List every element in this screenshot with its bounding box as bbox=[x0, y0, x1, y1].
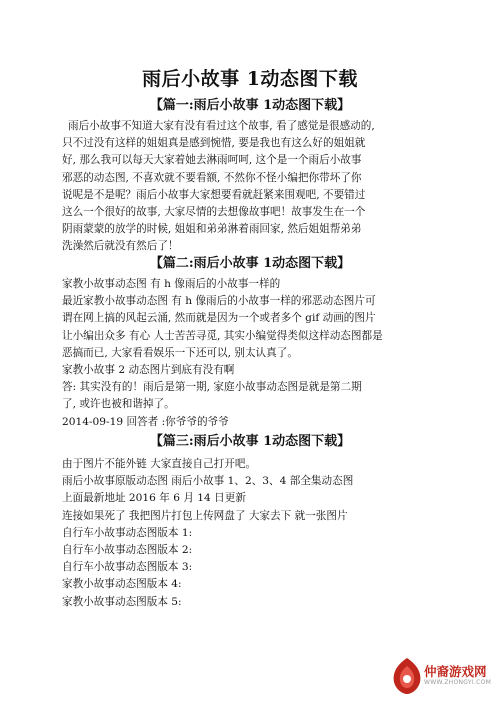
text-line: 邪恶的动态图, 不喜欢就不要看额, 不然你不怪小编把你带坏了你 bbox=[62, 171, 362, 184]
section3-body bbox=[62, 456, 442, 611]
text-line: 只不过没有这样的姐姐真是感到惋惜, 要是我也有这么好的姐姐就 bbox=[62, 137, 366, 150]
text-line: 雨后小故事原版动态图 雨后小故事 1、2、3、4 部全集动态图 bbox=[62, 475, 354, 488]
text-line: 自行车小故事动态图版本 2: bbox=[62, 543, 193, 556]
watermark-url: WWW.ZHONGYI.COM bbox=[424, 679, 492, 686]
text-line: 自行车小故事动态图版本 1: bbox=[62, 526, 193, 539]
section2-heading: 【篇二:雨后小故事 1动态图下载】 bbox=[149, 256, 351, 271]
section1-heading: 【篇一:雨后小故事 1动态图下载】 bbox=[149, 98, 351, 113]
watermark-logo-icon bbox=[390, 656, 424, 696]
text-line: 恶搞而已, 大家看看娱乐一下还可以, 别太认真了。 bbox=[62, 346, 298, 359]
text-line: 好, 那么我可以每天大家着她去淋雨呵呵, 这个是一个雨后小故事 bbox=[62, 154, 362, 167]
text-line: 2014-09-19 回答者 :你爷爷的爷爷 bbox=[62, 415, 229, 428]
watermark-text: 仲裔游戏网 bbox=[424, 664, 487, 679]
text-line: 自行车小故事动态图版本 3: bbox=[62, 561, 193, 574]
text-line: 这么一个很好的故事, 大家尽情的去想像故事吧！故事发生在一个 bbox=[62, 205, 366, 218]
text-line: 谓在网上搞的风起云涌, 然而就是因为一个或者多个 gif 动画的图片 bbox=[62, 312, 376, 325]
text-line: 由于图片不能外链 大家直接自己打开吧。 bbox=[62, 458, 257, 470]
section1-body bbox=[62, 118, 442, 256]
text-line: 了, 或许也被和谐掉了。 bbox=[62, 398, 175, 411]
text-line: 家教小故事动态图版本 5: bbox=[62, 595, 182, 608]
text-line: 最近家教小故事动态图 有 h 像雨后的小故事一样的邪恶动态图片可 bbox=[62, 295, 376, 308]
text-line: 连接如果死了 我把图片打包上传网盘了 大家去下 就一张图片 bbox=[62, 509, 348, 522]
page-title: 雨后小故事 1动态图下载 bbox=[142, 68, 358, 90]
text-line: 说呢是不是呢？雨后小故事大家想要看就赶紧来围观吧, 不要错过 bbox=[62, 188, 366, 201]
section3-heading: 【篇三:雨后小故事 1动态图下载】 bbox=[149, 434, 351, 449]
text-line: 家教小故事动态图版本 4: bbox=[62, 578, 182, 591]
text-line: 家教小故事 2 动态图片到底有没有啊 bbox=[62, 363, 235, 376]
text-line: 洗澡然后就没有然后了！ bbox=[62, 240, 179, 253]
text-line: 家教小故事动态图 有 h 像雨后的小故事一样的 bbox=[62, 278, 281, 290]
section2-body bbox=[62, 276, 442, 431]
text-line: 让小编出众多 有心 人士苦苦寻觅, 其实小编觉得类似这样动态图都是 bbox=[62, 329, 383, 342]
site-watermark bbox=[388, 648, 498, 700]
text-line: 雨后小故事不知道大家有没有看过这个故事, 看了感觉是很感动的, bbox=[68, 120, 375, 132]
text-line: 上面最新地址 2016 年 6 月 14 日更新 bbox=[62, 492, 246, 505]
text-line: 阴雨蒙蒙的放学的时候, 姐姐和弟弟淋着雨回家, 然后姐姐帮弟弟 bbox=[62, 223, 362, 236]
text-line: 答: 其实没有的！雨后是第一期, 家庭小故事动态图是就是第二期 bbox=[62, 381, 362, 394]
